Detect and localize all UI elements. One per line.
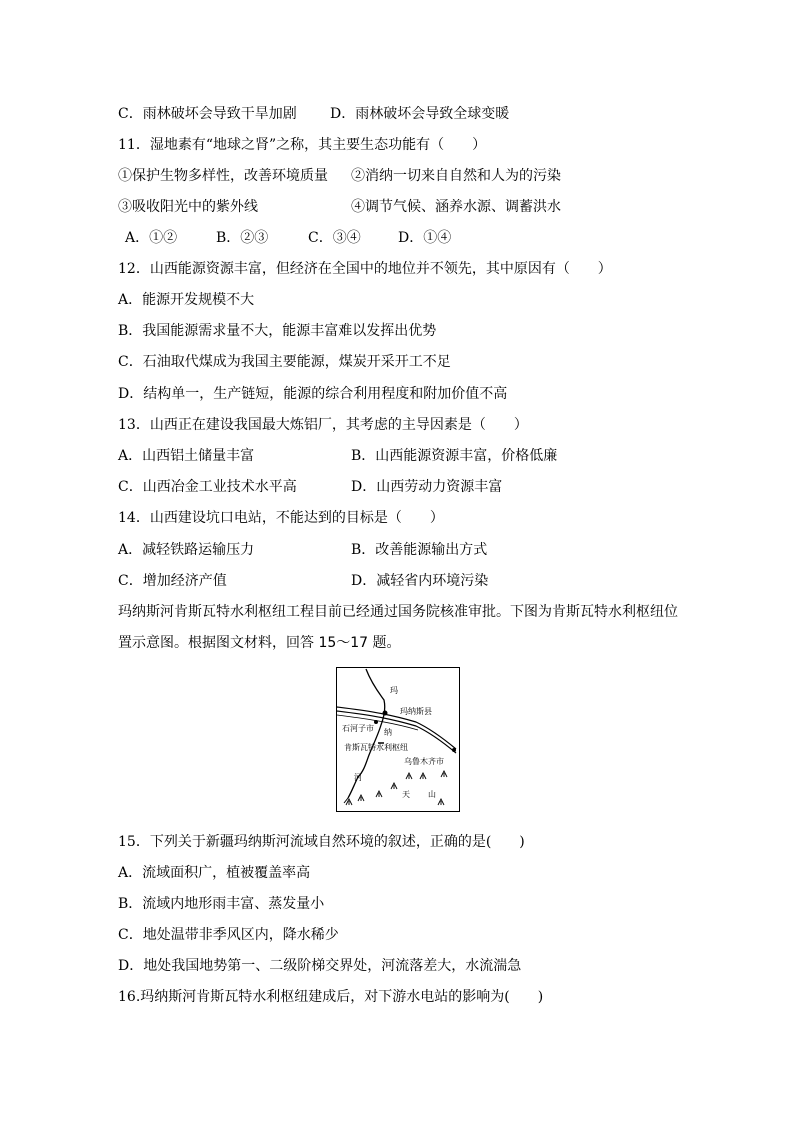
q11-statement-3: ③吸收阳光中的紫外线 bbox=[118, 199, 258, 215]
q15-option-a: A．流域面积广，植被覆盖率高 bbox=[118, 865, 311, 881]
passage-line-2: 置示意图。根据图文材料，回答 15～17 题。 bbox=[118, 635, 401, 651]
q16-stem: 16.玛纳斯河肯斯瓦特水利枢纽建成后，对下游水电站的影响为( ) bbox=[118, 989, 544, 1005]
q12-option-a: A．能源开发规模不大 bbox=[118, 292, 255, 308]
q12-option-c: C．石油取代煤成为我国主要能源，煤炭开采开工不足 bbox=[118, 354, 451, 370]
map-label-tian: 天 bbox=[402, 790, 410, 799]
map-label-manasi-county: 玛纳斯县 bbox=[400, 707, 432, 716]
urumqi-marker bbox=[452, 748, 456, 752]
map-label-ma: 玛 bbox=[390, 686, 398, 695]
map-frame bbox=[337, 668, 460, 812]
q11-choice-d: D．①④ bbox=[398, 230, 452, 246]
q13-stem: 13．山西正在建设我国最大炼铝厂，其考虑的主导因素是（ ） bbox=[118, 417, 528, 433]
q14-option-a: A．减轻铁路运输压力 bbox=[118, 542, 255, 558]
q10-option-c: C．雨林破坏会导致干旱加剧 bbox=[118, 106, 297, 122]
q14-option-c: C．增加经济产值 bbox=[118, 573, 227, 589]
manasi-county-marker bbox=[383, 711, 388, 716]
q11-choice-b: B．②③ bbox=[216, 230, 269, 246]
q12-option-d: D．结构单一，生产链短，能源的综合利用程度和附加价值不高 bbox=[118, 386, 508, 402]
q13-option-a: A．山西铝土储量丰富 bbox=[118, 448, 255, 464]
q15-stem: 15．下列关于新疆玛纳斯河流域自然环境的叙述，正确的是( ) bbox=[118, 834, 525, 850]
map-label-shan: 山 bbox=[428, 790, 436, 799]
map-label-shihezi: 石河子市 bbox=[342, 724, 374, 733]
map-label-kensiwate: 肯斯瓦特水利枢纽 bbox=[344, 743, 408, 752]
q15-option-b: B．流域内地形雨丰富、蒸发量小 bbox=[118, 896, 325, 912]
map-label-he: 河 bbox=[354, 773, 362, 782]
q10-option-d: D．雨林破坏会导致全球变暖 bbox=[330, 106, 510, 122]
q11-stem: 11．湿地素有“地球之肾”之称，其主要生态功能有（ ） bbox=[118, 137, 487, 153]
q14-stem: 14．山西建设坑口电站，不能达到的目标是（ ） bbox=[118, 510, 444, 526]
q15-option-d: D．地处我国地势第一、二级阶梯交界处，河流落差大，水流湍急 bbox=[118, 958, 522, 974]
q13-option-b: B．山西能源资源丰富，价格低廉 bbox=[351, 448, 558, 464]
q14-option-d: D．减轻省内环境污染 bbox=[351, 573, 489, 589]
q12-option-b: B．我国能源需求量不大，能源丰富难以发挥出优势 bbox=[118, 323, 437, 339]
map-label-na: 纳 bbox=[384, 728, 392, 737]
q13-option-d: D．山西劳动力资源丰富 bbox=[351, 479, 503, 495]
q11-choice-a: A．①② bbox=[125, 230, 178, 246]
q15-option-c: C．地处温带非季风区内，降水稀少 bbox=[118, 927, 339, 943]
q11-statement-1: ①保护生物多样性，改善环境质量 bbox=[118, 168, 328, 184]
location-map bbox=[336, 667, 460, 812]
q11-choice-c: C．③④ bbox=[308, 230, 361, 246]
shihezi-marker bbox=[374, 720, 378, 724]
q11-statement-2: ②消纳一切来自自然和人为的污染 bbox=[351, 168, 561, 184]
map-label-urumqi: 乌鲁木齐市 bbox=[404, 757, 444, 766]
passage-line-1: 玛纳斯河肯斯瓦特水利枢纽工程目前已经通过国务院核准审批。下图为肯斯瓦特水利枢纽位 bbox=[118, 604, 678, 620]
q12-stem: 12．山西能源资源丰富，但经济在全国中的地位并不领先，其中原因有（ ） bbox=[118, 261, 612, 277]
q13-option-c: C．山西冶金工业技术水平高 bbox=[118, 479, 297, 495]
q11-statement-4: ④调节气候、涵养水源、调蓄洪水 bbox=[351, 199, 561, 215]
q14-option-b: B．改善能源输出方式 bbox=[351, 542, 488, 558]
